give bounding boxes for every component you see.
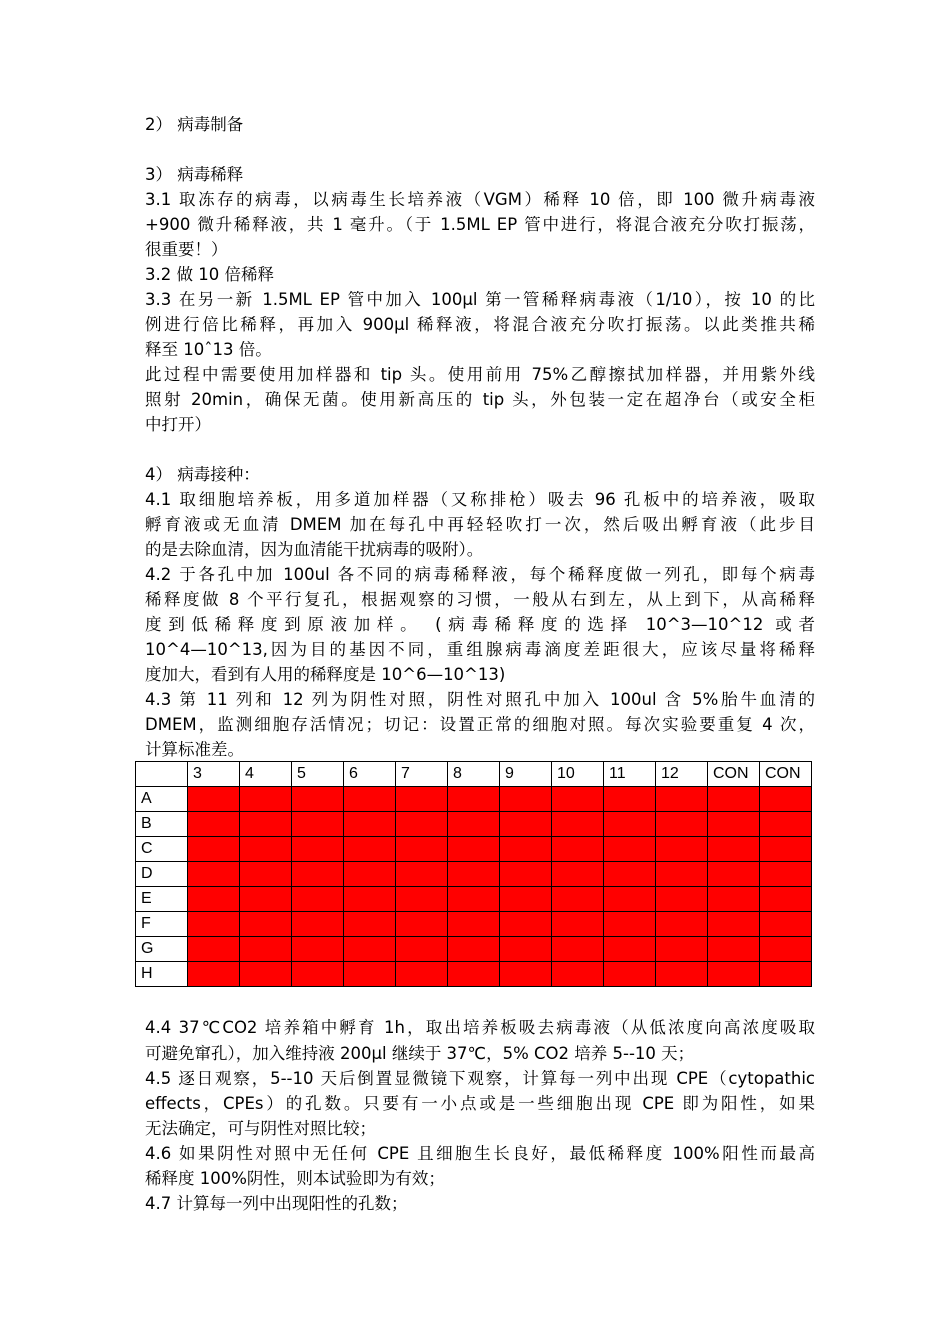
plate-well (344, 937, 396, 962)
plate-well (708, 912, 760, 937)
plate-row-label: B (136, 812, 188, 837)
plate-well (188, 837, 240, 862)
plate-well (448, 887, 500, 912)
paragraph-line: +900 微升稀释液，共 1 毫升。（于 1.5ML EP 管中进行，将混合液充分吹打振荡， (145, 215, 815, 234)
plate-well (500, 787, 552, 812)
paragraph-line: 3.1 取冻存的病毒，以病毒生长培养液（VGM）稀释 10 倍，即 100 微升病毒液 (145, 190, 815, 209)
plate-well (344, 862, 396, 887)
paragraph-line: 释至 10ˆ13 倍。 (145, 340, 272, 359)
paragraph-line: 稀释度做 8 个平行复孔，根据观察的习惯，一般从右到左，从上到下，从高稀释 (145, 590, 815, 609)
plate-well (552, 787, 604, 812)
plate-well (396, 787, 448, 812)
plate-well (656, 962, 708, 987)
plate-well (188, 887, 240, 912)
plate-well (708, 862, 760, 887)
paragraph-line: 的是去除血清，因为血清能干扰病毒的吸附）。 (145, 540, 484, 559)
plate-well (344, 812, 396, 837)
plate-well (292, 887, 344, 912)
paragraph-line: 很重要！） (145, 240, 228, 259)
plate-well (396, 837, 448, 862)
plate-column-header: 11 (604, 762, 656, 787)
plate-well (344, 887, 396, 912)
plate-well (760, 887, 812, 912)
plate-well (344, 912, 396, 937)
plate-column-header: 4 (240, 762, 292, 787)
plate-well (552, 912, 604, 937)
paragraph-line: 4.6 如果阴性对照中无任何 CPE 且细胞生长良好，最低稀释度 100%阳性而最高 (145, 1144, 815, 1163)
plate-row (136, 862, 812, 887)
plate-well (240, 912, 292, 937)
paragraph-line: 例进行倍比稀释，再加入 900μl 稀释液，将混合液充分吹打振荡。以此类推共稀 (145, 315, 815, 334)
plate-column-header: 6 (344, 762, 396, 787)
plate-corner-cell (136, 762, 188, 787)
plate-well (188, 862, 240, 887)
plate-well (396, 887, 448, 912)
plate-row-label: C (136, 837, 188, 862)
plate-well (292, 812, 344, 837)
plate-well (448, 787, 500, 812)
plate-column-header: 5 (292, 762, 344, 787)
plate-well (604, 787, 656, 812)
plate-well (656, 862, 708, 887)
plate-well (240, 937, 292, 962)
section-heading-virus-prep: 2） 病毒制备 (145, 115, 244, 134)
plate-well (344, 837, 396, 862)
plate-well (604, 862, 656, 887)
plate-well (292, 937, 344, 962)
plate-well (656, 887, 708, 912)
plate-row-label: G (136, 937, 188, 962)
plate-well (188, 937, 240, 962)
paragraph-line: DMEM，监测细胞存活情况；切记：设置正常的细胞对照。每次实验要重复 4 次， (145, 715, 815, 734)
plate-row-label: F (136, 912, 188, 937)
plate-well (240, 787, 292, 812)
paragraph-line: 4.5 逐日观察，5--10 天后倒置显微镜下观察，计算每一列中出现 CPE（cytopathic (145, 1069, 815, 1088)
plate-well (500, 837, 552, 862)
plate-row-label: E (136, 887, 188, 912)
plate-well (760, 812, 812, 837)
plate-well (344, 962, 396, 987)
plate-well (448, 862, 500, 887)
plate-well (500, 812, 552, 837)
plate-column-header: 8 (448, 762, 500, 787)
paragraph-line: 稀释度 100%阴性，则本试验即为有效； (145, 1169, 445, 1188)
paragraph-line: 3.2 做 10 倍稀释 (145, 265, 274, 284)
plate-well (500, 862, 552, 887)
plate-well (604, 912, 656, 937)
plate-well (240, 862, 292, 887)
plate-well (552, 862, 604, 887)
plate-well (604, 937, 656, 962)
paragraph-line: 4.3 第 11 列和 12 列为阴性对照，阴性对照孔中加入 100ul 含 5%胎牛血清的 (145, 690, 815, 709)
section-heading-virus-inoculation: 4） 病毒接种： (145, 465, 260, 484)
plate-well (760, 912, 812, 937)
plate-well (448, 962, 500, 987)
plate-well (708, 887, 760, 912)
plate-well (500, 962, 552, 987)
plate-well (448, 912, 500, 937)
paragraph-line: 度加大，看到有人用的稀释度是 10^6—10^13) (145, 665, 506, 684)
plate-well (240, 962, 292, 987)
plate-well (396, 937, 448, 962)
plate-well (448, 937, 500, 962)
plate-well (552, 937, 604, 962)
paragraph-line: 计算标准差。 (145, 740, 244, 759)
paragraph-line: 无法确定，可与阴性对照比较； (145, 1119, 376, 1138)
plate-well (760, 937, 812, 962)
plate-well (760, 962, 812, 987)
plate-well (604, 812, 656, 837)
plate-well (396, 912, 448, 937)
plate-well (552, 812, 604, 837)
paragraph-line: 度到低稀释度到原液加样。 (病毒稀释度的选择 10^3—10^12 或者 (145, 615, 815, 634)
plate-well (396, 862, 448, 887)
plate-well (240, 812, 292, 837)
plate-well (292, 962, 344, 987)
paragraph-line: 4.4 37℃CO2 培养箱中孵育 1h，取出培养板吸去病毒液（从低浓度向高浓度吸取 (145, 1018, 815, 1037)
section-heading-virus-dilution: 3） 病毒稀释 (145, 165, 244, 184)
plate-well (344, 787, 396, 812)
plate-well (708, 837, 760, 862)
plate-well (656, 912, 708, 937)
plate-row (136, 787, 812, 812)
plate-well (604, 887, 656, 912)
plate-well (708, 962, 760, 987)
plate-column-header: 10 (552, 762, 604, 787)
plate-well (760, 837, 812, 862)
plate-well (292, 862, 344, 887)
plate-column-header: CON (708, 762, 760, 787)
plate-column-header: 12 (656, 762, 708, 787)
plate-well (604, 962, 656, 987)
plate-well (708, 787, 760, 812)
plate-layout-table (135, 761, 812, 987)
plate-well (448, 837, 500, 862)
plate-row-label: A (136, 787, 188, 812)
paragraph-line: 照射 20min，确保无菌。使用新高压的 tip 头，外包装一定在超净台（或安全柜 (145, 390, 815, 409)
paragraph-line: 可避免窜孔），加入维持液 200μl 继续于 37℃，5% CO2 培养 5--10 天； (145, 1044, 695, 1063)
plate-well (240, 887, 292, 912)
plate-column-header: 9 (500, 762, 552, 787)
plate-well (500, 937, 552, 962)
plate-row (136, 887, 812, 912)
plate-row (136, 912, 812, 937)
plate-column-header: 3 (188, 762, 240, 787)
plate-well (500, 912, 552, 937)
plate-column-header: CON (760, 762, 812, 787)
plate-well (552, 887, 604, 912)
paragraph-line: 4.7 计算每一列中出现阳性的孔数； (145, 1194, 408, 1213)
plate-well (188, 812, 240, 837)
plate-well (760, 862, 812, 887)
plate-well (760, 787, 812, 812)
paragraph-line: 4.1 取细胞培养板，用多道加样器（又称排枪）吸去 96 孔板中的培养液，吸取 (145, 490, 815, 509)
plate-header-row (136, 762, 812, 787)
plate-well (188, 912, 240, 937)
paragraph-line: 4.2 于各孔中加 100ul 各不同的病毒稀释液，每个稀释度做一列孔，即每个病毒 (145, 565, 815, 584)
paragraph-line: 孵育液或无血清 DMEM 加在每孔中再轻轻吹打一次，然后吸出孵育液（此步目 (145, 515, 815, 534)
plate-well (292, 837, 344, 862)
paragraph-line: effects，CPEs）的孔数。只要有一小点或是一些细胞出现 CPE 即为阳性，如果 (145, 1094, 815, 1113)
plate-row (136, 937, 812, 962)
plate-well (552, 837, 604, 862)
plate-well (292, 912, 344, 937)
plate-well (292, 787, 344, 812)
paragraph-line: 此过程中需要使用加样器和 tip 头。使用前用 75%乙醇擦拭加样器，并用紫外线 (145, 365, 815, 384)
plate-well (656, 937, 708, 962)
plate-well (656, 787, 708, 812)
plate-well (500, 887, 552, 912)
plate-well (656, 837, 708, 862)
plate-well (448, 812, 500, 837)
plate-row-label: H (136, 962, 188, 987)
plate-row (136, 812, 812, 837)
plate-well (240, 837, 292, 862)
paragraph-line: 中打开） (145, 415, 211, 434)
plate-row-label: D (136, 862, 188, 887)
paragraph-line: 10^4—10^13,因为目的基因不同，重组腺病毒滴度差距很大，应该尽量将稀释 (145, 640, 815, 659)
plate-well (708, 937, 760, 962)
plate-well (552, 962, 604, 987)
plate-row (136, 962, 812, 987)
plate-well (188, 962, 240, 987)
plate-row (136, 837, 812, 862)
plate-well (188, 787, 240, 812)
plate-well (656, 812, 708, 837)
plate-well (396, 812, 448, 837)
plate-column-header: 7 (396, 762, 448, 787)
paragraph-line: 3.3 在另一新 1.5ML EP 管中加入 100μl 第一管稀释病毒液（1/10），按 10 的比 (145, 290, 815, 309)
plate-well (604, 837, 656, 862)
plate-well (708, 812, 760, 837)
plate-well (396, 962, 448, 987)
